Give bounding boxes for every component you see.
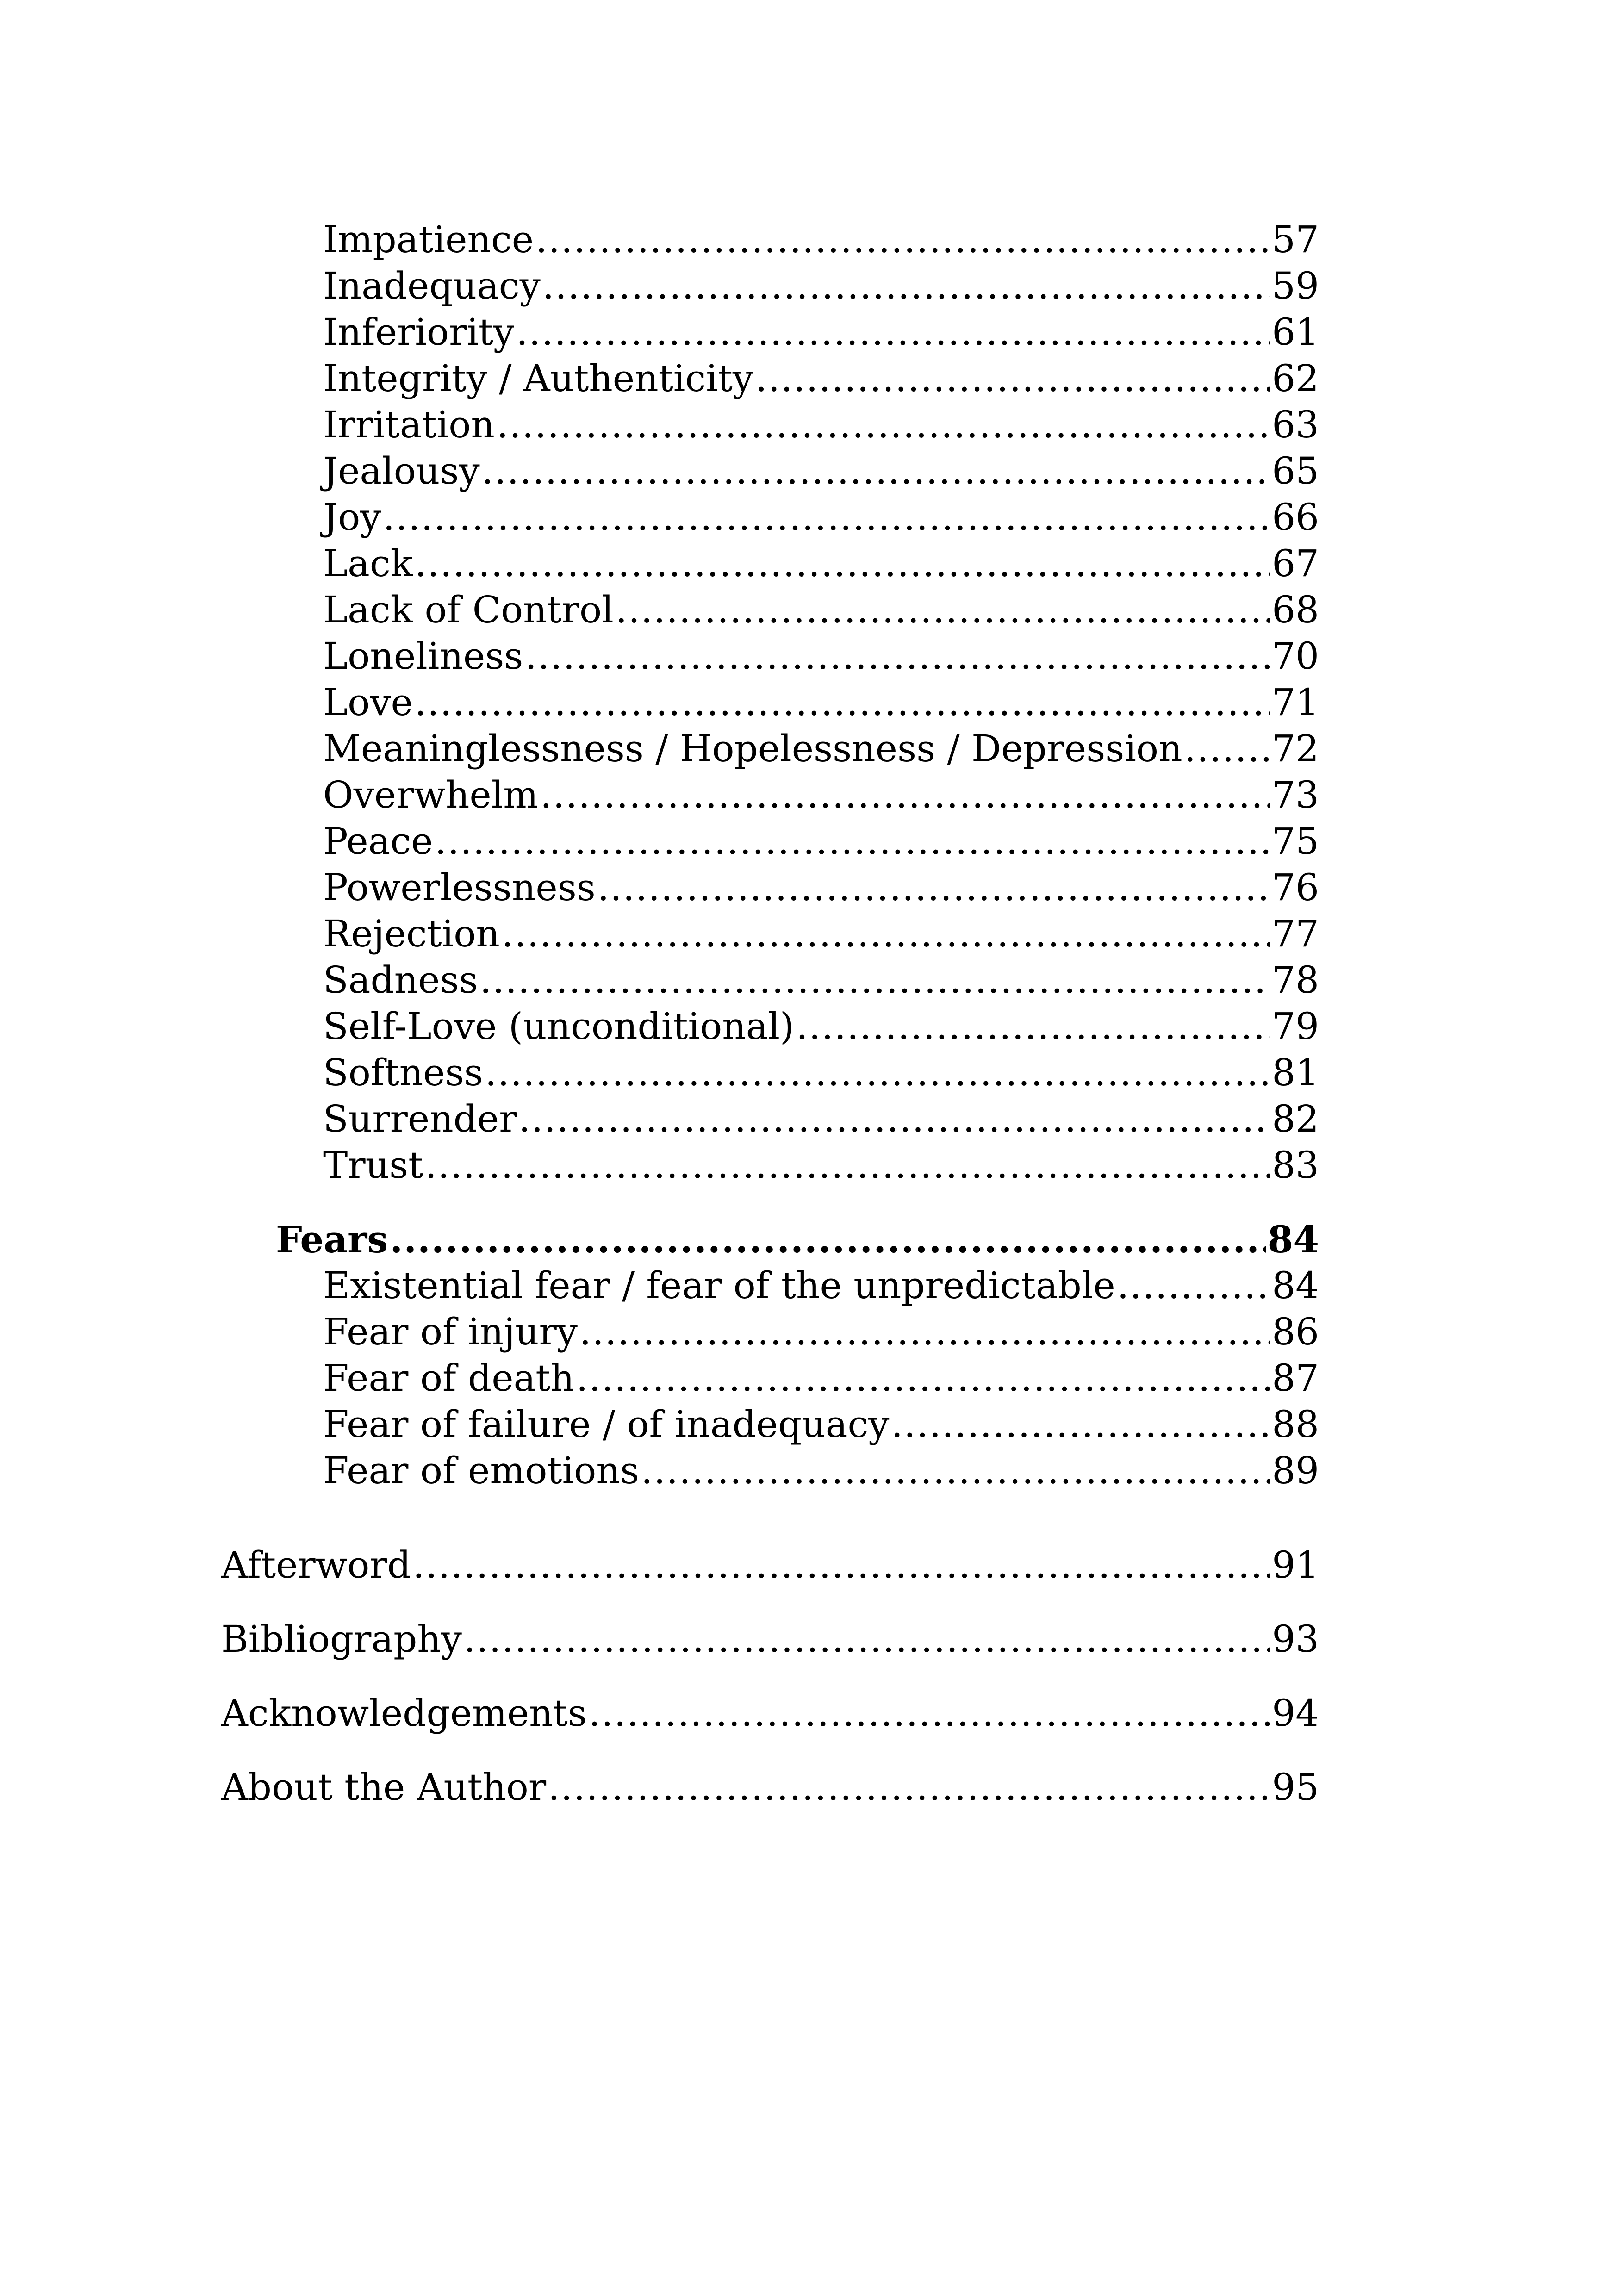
toc-entry-page: 73 [1272, 773, 1319, 816]
toc-entry-label: Meaninglessness / Hopelessness / Depression [323, 727, 1182, 770]
toc-chapter-page: 94 [1272, 1692, 1319, 1735]
toc-entry[interactable] [323, 1142, 1319, 1188]
toc-entry[interactable] [323, 1355, 1319, 1401]
dot-leader [464, 1616, 1270, 1662]
dot-leader [597, 865, 1270, 911]
toc-entry-page: 87 [1272, 1356, 1319, 1400]
toc-entry-label: Softness [323, 1051, 483, 1094]
toc-entry-page: 67 [1272, 542, 1319, 585]
toc-entry-page: 61 [1272, 311, 1319, 354]
toc-entry-label: Fear of death [323, 1356, 574, 1400]
dot-leader [415, 679, 1270, 726]
toc-entry[interactable] [323, 1003, 1319, 1050]
toc-entry-label: Loneliness [323, 635, 523, 678]
dot-leader [548, 1764, 1270, 1811]
toc-entry[interactable] [323, 402, 1319, 448]
toc-entry-label: Fear of injury [323, 1310, 578, 1353]
dot-leader [1184, 726, 1270, 772]
dot-leader [540, 772, 1270, 818]
dot-leader [502, 911, 1270, 957]
toc-entry-label: Fear of failure / of inadequacy [323, 1403, 890, 1446]
toc-entry[interactable] [323, 772, 1319, 818]
toc-chapter-page: 91 [1272, 1543, 1319, 1587]
dot-leader [480, 957, 1270, 1003]
toc-entry-label: Inferiority [323, 311, 515, 354]
dot-leader [425, 1142, 1270, 1188]
toc-entry[interactable] [323, 726, 1319, 772]
toc-entry-page: 86 [1272, 1310, 1319, 1353]
toc-entry[interactable] [323, 818, 1319, 865]
toc-entry[interactable] [323, 957, 1319, 1003]
toc-entry-label: Surrender [323, 1097, 517, 1140]
toc-chapter-page: 95 [1272, 1766, 1319, 1809]
toc-entry[interactable] [323, 494, 1319, 541]
toc-entry-page: 84 [1272, 1264, 1319, 1307]
dot-leader [518, 1096, 1270, 1142]
toc-chapter-label: About the Author [221, 1766, 547, 1809]
toc-entry-label: Trust [323, 1144, 423, 1187]
toc-entry-label: Love [323, 681, 413, 724]
toc-section-fears[interactable] [276, 1216, 1319, 1263]
toc-entry[interactable] [323, 587, 1319, 633]
toc-entry-page: 77 [1272, 912, 1319, 955]
toc-entry-page: 59 [1272, 264, 1319, 307]
dot-leader [542, 263, 1270, 309]
toc-section-page: 84 [1267, 1218, 1319, 1261]
dot-leader [435, 818, 1270, 865]
dot-leader [891, 1401, 1270, 1448]
toc-entry-page: 79 [1272, 1005, 1319, 1048]
toc-entry-label: Rejection [323, 912, 500, 955]
toc-entry-label: Sadness [323, 958, 478, 1002]
toc-chapter-page: 93 [1272, 1618, 1319, 1661]
toc-entry-page: 71 [1272, 681, 1319, 724]
dot-leader [579, 1309, 1270, 1355]
toc-entry[interactable] [323, 1096, 1319, 1142]
toc-entry-page: 82 [1272, 1097, 1319, 1140]
dot-leader [516, 309, 1270, 355]
toc-entry-page: 78 [1272, 958, 1319, 1002]
toc-chapter-label: Bibliography [221, 1618, 462, 1661]
toc-entry[interactable] [323, 1448, 1319, 1494]
toc-entry-label: Overwhelm [323, 773, 539, 816]
toc-entry-label: Inadequacy [323, 264, 541, 307]
toc-entry-label: Fear of emotions [323, 1449, 639, 1492]
dot-leader [589, 1690, 1270, 1736]
toc-entry[interactable] [323, 865, 1319, 911]
toc-entry-label: Lack of Control [323, 588, 614, 631]
toc-entry-label: Powerlessness [323, 866, 596, 909]
toc-entry[interactable] [323, 679, 1319, 726]
toc-entry-label: Self-Love (unconditional) [323, 1005, 795, 1048]
dot-leader [413, 1542, 1270, 1588]
toc-entry-label: Irritation [323, 403, 495, 446]
dot-leader [525, 633, 1270, 679]
toc-entry-label: Lack [323, 542, 413, 585]
toc-chapter[interactable] [221, 1764, 1319, 1811]
dot-leader [796, 1003, 1270, 1050]
toc-entry[interactable] [323, 911, 1319, 957]
dot-leader [755, 355, 1270, 402]
toc-entry-page: 57 [1272, 218, 1319, 261]
toc-entry-label: Impatience [323, 218, 534, 261]
toc-entry-page: 66 [1272, 496, 1319, 539]
dot-leader [535, 217, 1270, 263]
toc-section-label: Fears [276, 1218, 388, 1261]
dot-leader [497, 402, 1270, 448]
toc-chapter[interactable] [221, 1542, 1319, 1588]
toc-entry-label: Integrity / Authenticity [323, 357, 754, 400]
dot-leader [390, 1216, 1265, 1263]
toc-entry[interactable] [323, 633, 1319, 679]
toc-entry-label: Peace [323, 820, 433, 863]
toc-entry-page: 88 [1272, 1403, 1319, 1446]
toc-entry-page: 70 [1272, 635, 1319, 678]
toc-entry-page: 62 [1272, 357, 1319, 400]
dot-leader [383, 494, 1270, 541]
dot-leader [576, 1355, 1270, 1401]
dot-leader [641, 1448, 1270, 1494]
toc-entry[interactable] [323, 217, 1319, 263]
toc-entry-label: Existential fear / fear of the unpredictable [323, 1264, 1115, 1307]
toc-entry[interactable] [323, 1050, 1319, 1096]
toc-entry[interactable] [323, 1309, 1319, 1355]
toc-chapter-label: Acknowledgements [221, 1692, 587, 1735]
toc-entry-page: 76 [1272, 866, 1319, 909]
toc-entry-page: 81 [1272, 1051, 1319, 1094]
toc-chapter-label: Afterword [221, 1543, 411, 1587]
toc-entry-label: Joy [323, 496, 381, 539]
toc-entry[interactable] [323, 448, 1319, 494]
toc-entry[interactable] [323, 309, 1319, 355]
toc-entry[interactable] [323, 355, 1319, 402]
toc-chapter[interactable] [221, 1690, 1319, 1736]
toc-entry[interactable] [323, 1401, 1319, 1448]
toc-entry-page: 65 [1272, 449, 1319, 492]
toc-entry[interactable] [323, 541, 1319, 587]
dot-leader [616, 587, 1270, 633]
toc-entry-page: 68 [1272, 588, 1319, 631]
dot-leader [1117, 1263, 1270, 1309]
toc-entry-page: 83 [1272, 1144, 1319, 1187]
toc-entry-page: 72 [1272, 727, 1319, 770]
dot-leader [485, 1050, 1270, 1096]
toc-entry[interactable] [323, 1263, 1319, 1309]
toc-entry-page: 75 [1272, 820, 1319, 863]
toc-entry-page: 63 [1272, 403, 1319, 446]
toc-entry[interactable] [323, 263, 1319, 309]
dot-leader [482, 448, 1270, 494]
toc-entry-label: Jealousy [323, 449, 480, 492]
toc-entry-page: 89 [1272, 1449, 1319, 1492]
dot-leader [415, 541, 1270, 587]
toc-chapter[interactable] [221, 1616, 1319, 1662]
